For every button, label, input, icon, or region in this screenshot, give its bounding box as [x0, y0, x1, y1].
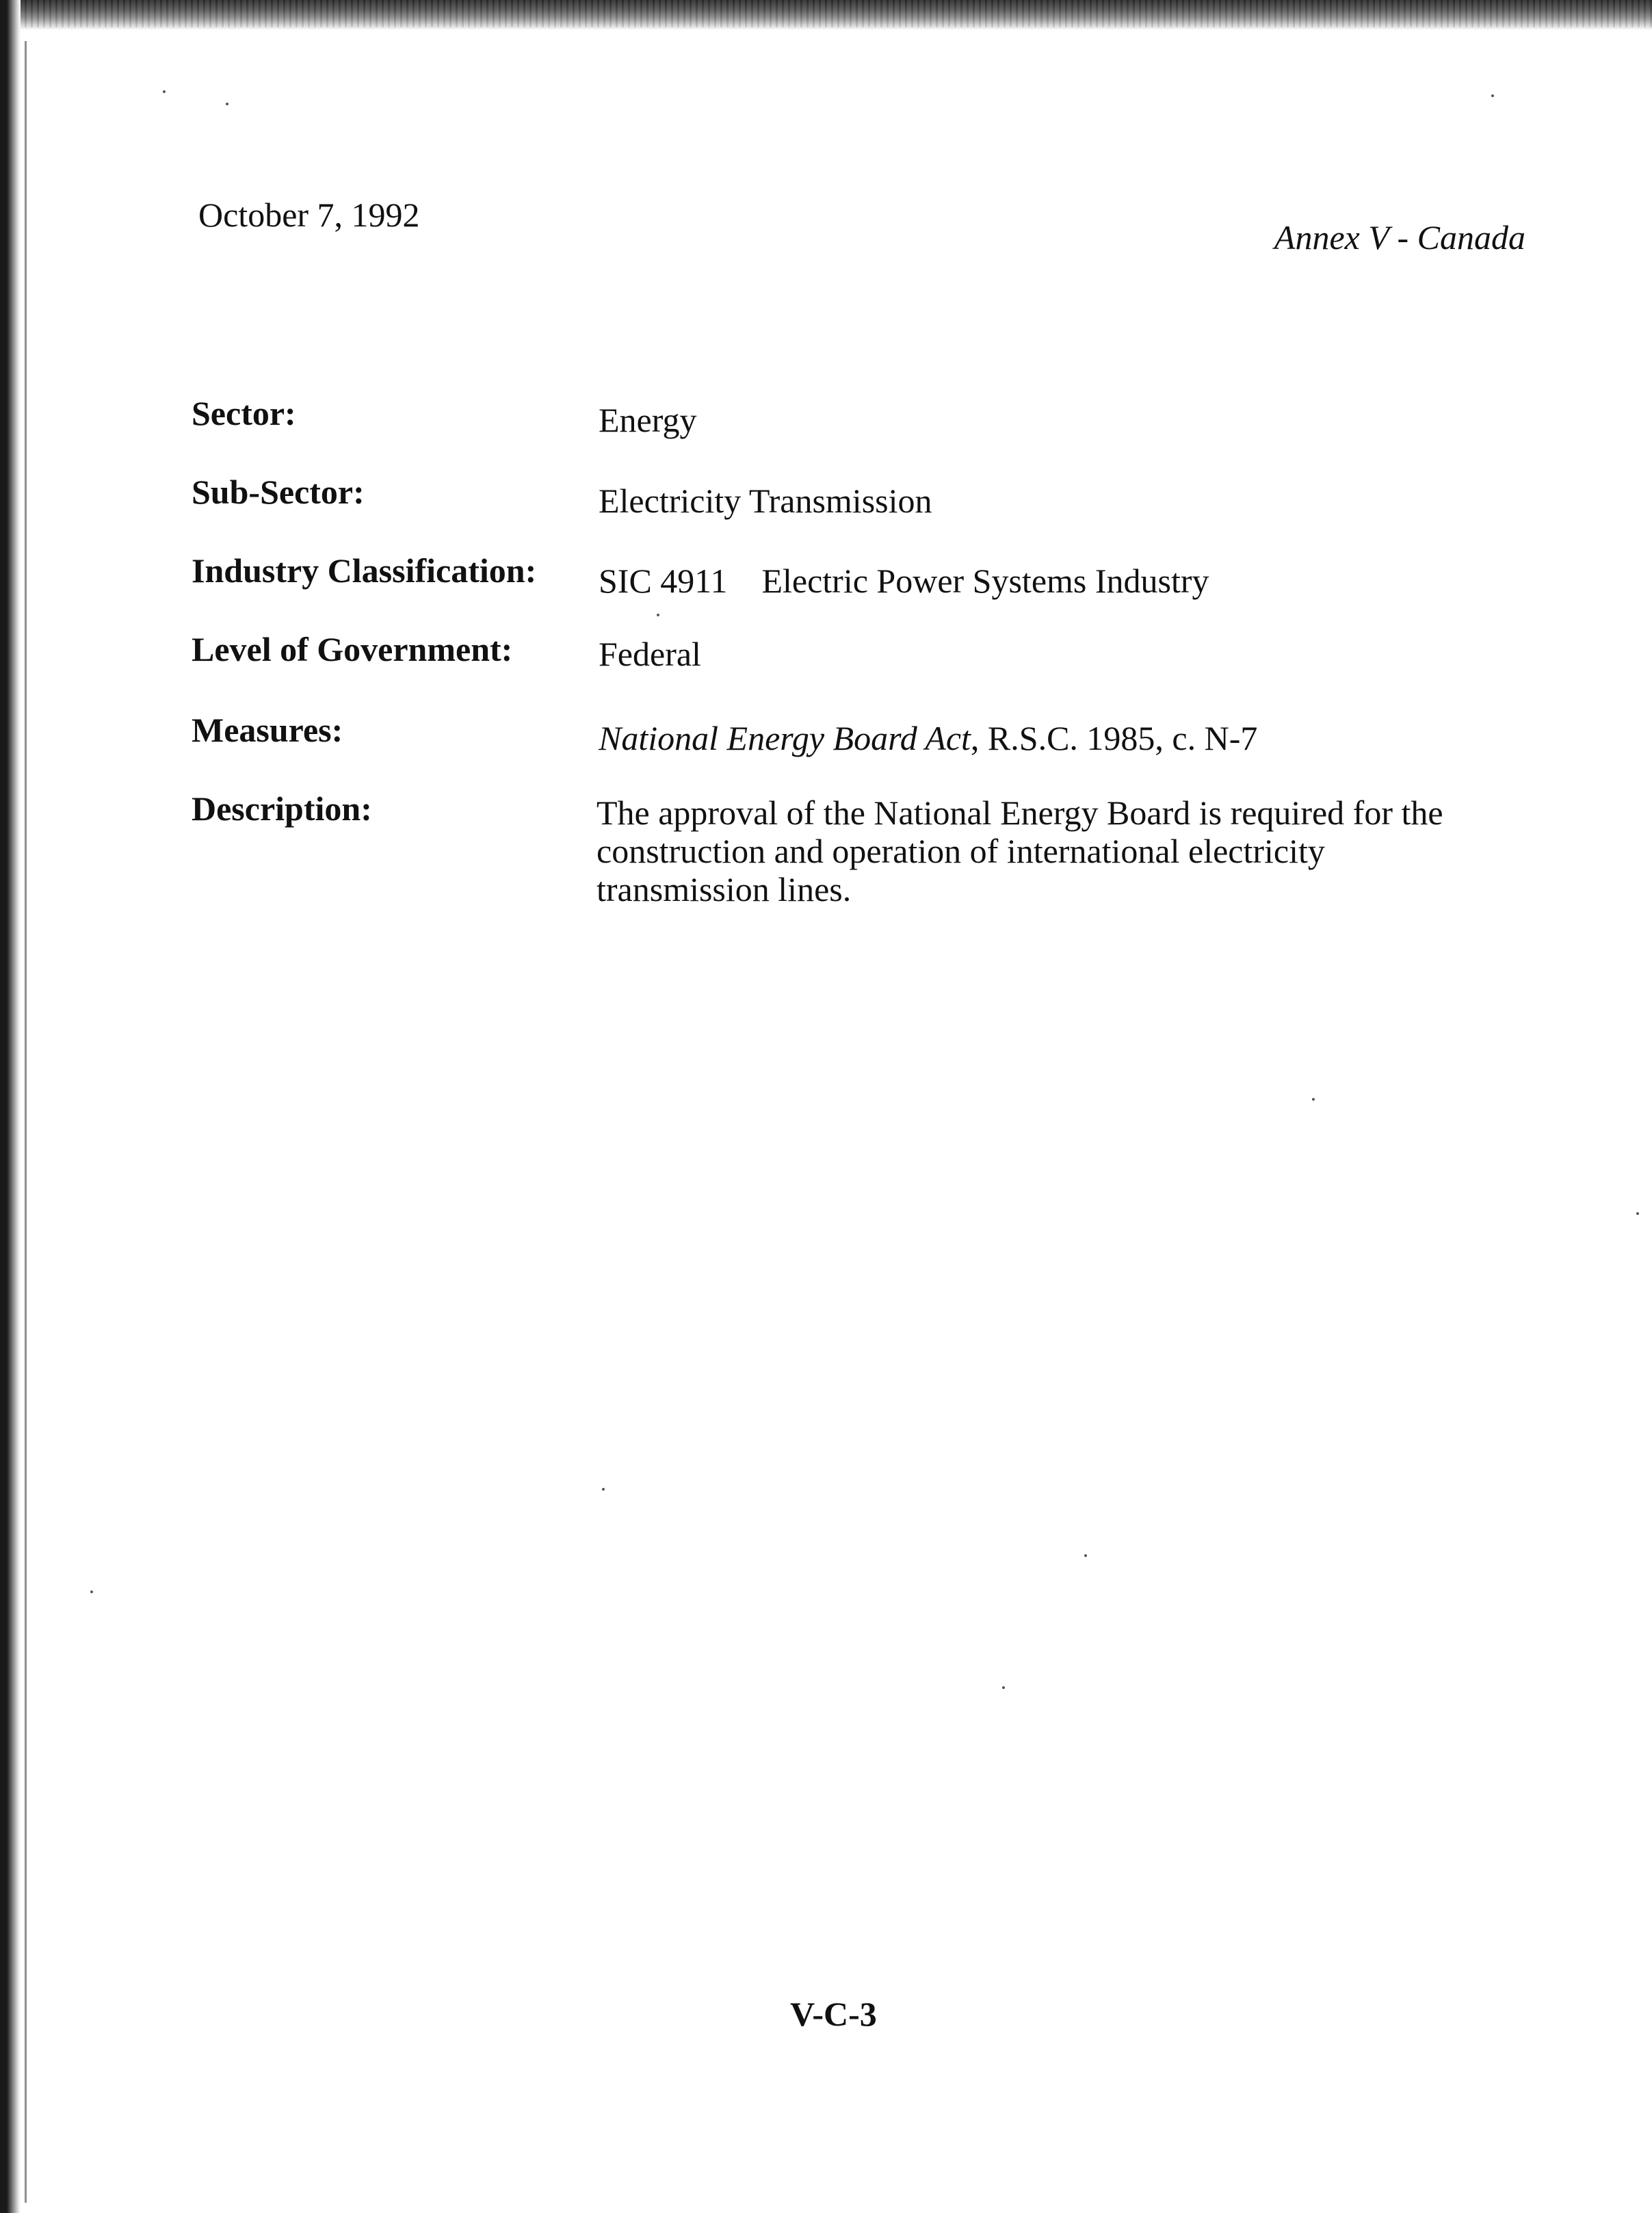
- industry-classification-label: Industry Classification:: [192, 551, 537, 590]
- description-line: transmission lines.: [596, 870, 852, 908]
- description-label: Description:: [192, 789, 372, 828]
- industry-name: Electric Power Systems Industry: [761, 562, 1209, 600]
- binding-line: [25, 41, 27, 2203]
- description-line: construction and operation of international electricity: [596, 832, 1325, 870]
- measures-value: [599, 718, 1257, 758]
- scan-speck: [1002, 1686, 1005, 1689]
- scan-speck: [602, 1488, 605, 1491]
- document-date: October 7, 1992: [198, 196, 420, 234]
- scan-speck: [1636, 1212, 1639, 1215]
- act-citation: , R.S.C. 1985, c. N-7: [970, 719, 1258, 757]
- sector-label: Sector:: [192, 394, 296, 432]
- annex-title: Annex V - Canada: [1274, 218, 1525, 257]
- page-number: V-C-3: [790, 1995, 877, 2033]
- scan-speck: [657, 614, 659, 616]
- scan-speck: [226, 103, 228, 105]
- scan-speck: [90, 1590, 93, 1593]
- sector-value: Energy: [599, 401, 697, 439]
- industry-classification-value: [599, 561, 1209, 601]
- level-of-government-value: Federal: [599, 635, 701, 673]
- scan-speck: [1084, 1554, 1087, 1557]
- description-text: [596, 794, 1499, 908]
- scan-speck: [1491, 94, 1494, 97]
- level-of-government-label: Level of Government:: [192, 630, 513, 668]
- sic-code: SIC 4911: [599, 562, 728, 600]
- description-line: The approval of the National Energy Board is required for the: [596, 794, 1443, 832]
- measures-label: Measures:: [192, 711, 343, 749]
- scan-noise-top: [0, 0, 1652, 27]
- scan-speck: [1312, 1098, 1315, 1101]
- sub-sector-label: Sub-Sector:: [192, 473, 365, 511]
- scan-speck: [163, 90, 166, 93]
- act-title: National Energy Board Act: [599, 719, 971, 757]
- scan-edge-left: [0, 0, 21, 2213]
- sub-sector-value: Electricity Transmission: [599, 482, 932, 520]
